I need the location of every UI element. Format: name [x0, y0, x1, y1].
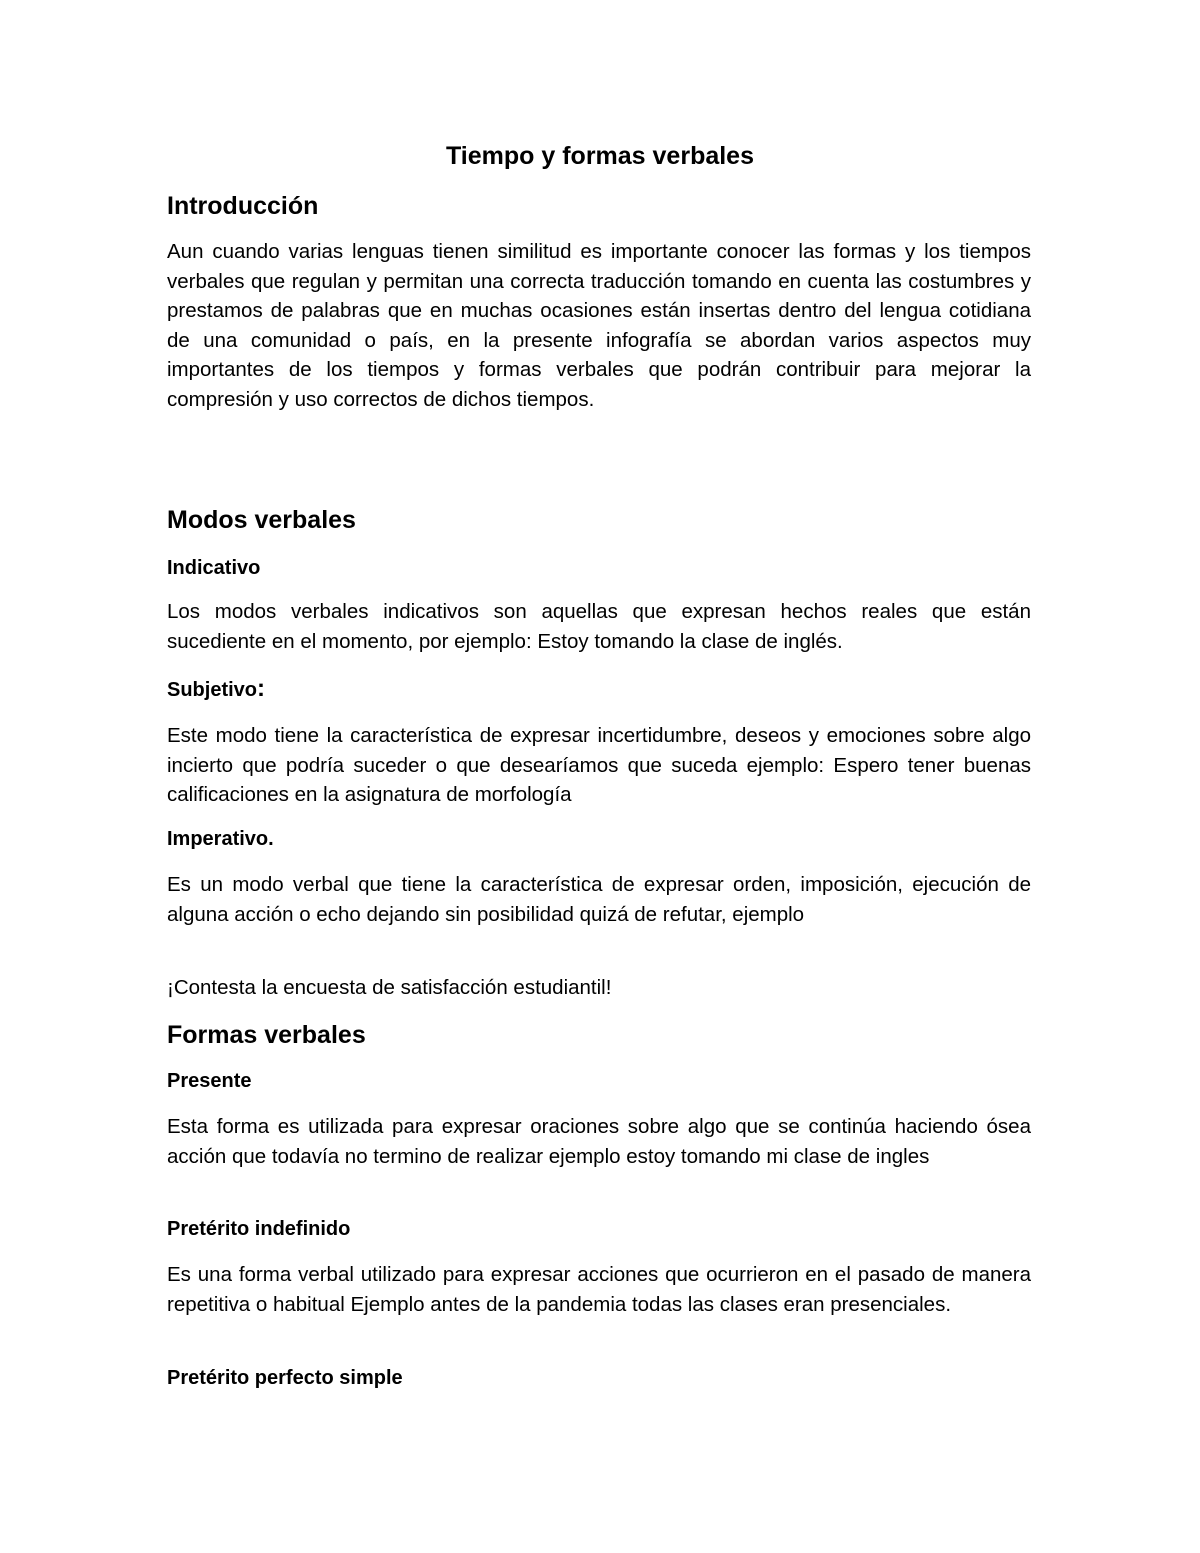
preterito-perfecto-simple-heading: Pretérito perfecto simple — [167, 1367, 403, 1389]
indicativo-heading: Indicativo — [167, 557, 261, 579]
imperativo-heading: Imperativo. — [167, 828, 274, 850]
presente-heading: Presente — [167, 1070, 252, 1092]
subjetivo-paragraph: Este modo tiene la característica de expresar incertidumbre, deseos y emociones sobre algo incierto que podría suceder o que desearíamos que suceda ejemplo: Espero tener buenas calificaciones en la asignatura de morfología — [167, 724, 1031, 806]
subjetivo-heading — [167, 676, 265, 703]
intro-heading: Introducción — [167, 192, 319, 220]
imperativo-paragraph: Es un modo verbal que tiene la característica de expresar orden, imposición, ejecución de alguna acción o echo dejando sin posibilidad quizá de refutar, ejemplo — [167, 873, 1031, 926]
document-title: Tiempo y formas verbales — [445, 142, 754, 170]
survey-prompt: ¡Contesta la encuesta de satisfacción estudiantil! — [167, 976, 612, 999]
presente-paragraph: Esta forma es utilizada para expresar oraciones sobre algo que se continúa haciendo ósea acción que todavía no termino de realizar ejemplo estoy tomando mi clase de ingles — [167, 1115, 1031, 1168]
subjetivo-heading-text: Subjetivo — [167, 679, 258, 701]
preterito-indefinido-paragraph: Es una forma verbal utilizado para expresar acciones que ocurrieron en el pasado de manera repetitiva o habitual Ejemplo antes de la pandemia todas las clases eran presenciales. — [167, 1263, 1031, 1316]
preterito-indefinido-heading: Pretérito indefinido — [167, 1218, 351, 1240]
intro-paragraph: Aun cuando varias lenguas tienen similitud es importante conocer las formas y los tiempos verbales que regulan y permitan una correcta traducción tomando en cuenta las costumbres y prestamos de palabras que en muchas ocasiones están insertas dentro del lengua cotidiana de una comunidad o país, en la presente infografía se abordan varios aspectos muy importantes de los tiempos y formas verbales que podrán contribuir para mejorar la compresión y uso correctos de dichos tiempos. — [167, 240, 1031, 411]
subjetivo-heading-colon: : — [257, 675, 266, 702]
formas-verbales-heading: Formas verbales — [167, 1021, 366, 1049]
indicativo-paragraph: Los modos verbales indicativos son aquellas que expresan hechos reales que están sucediente en el momento, por ejemplo: Estoy tomando la clase de inglés. — [167, 600, 1031, 653]
modos-verbales-heading: Modos verbales — [167, 506, 356, 534]
